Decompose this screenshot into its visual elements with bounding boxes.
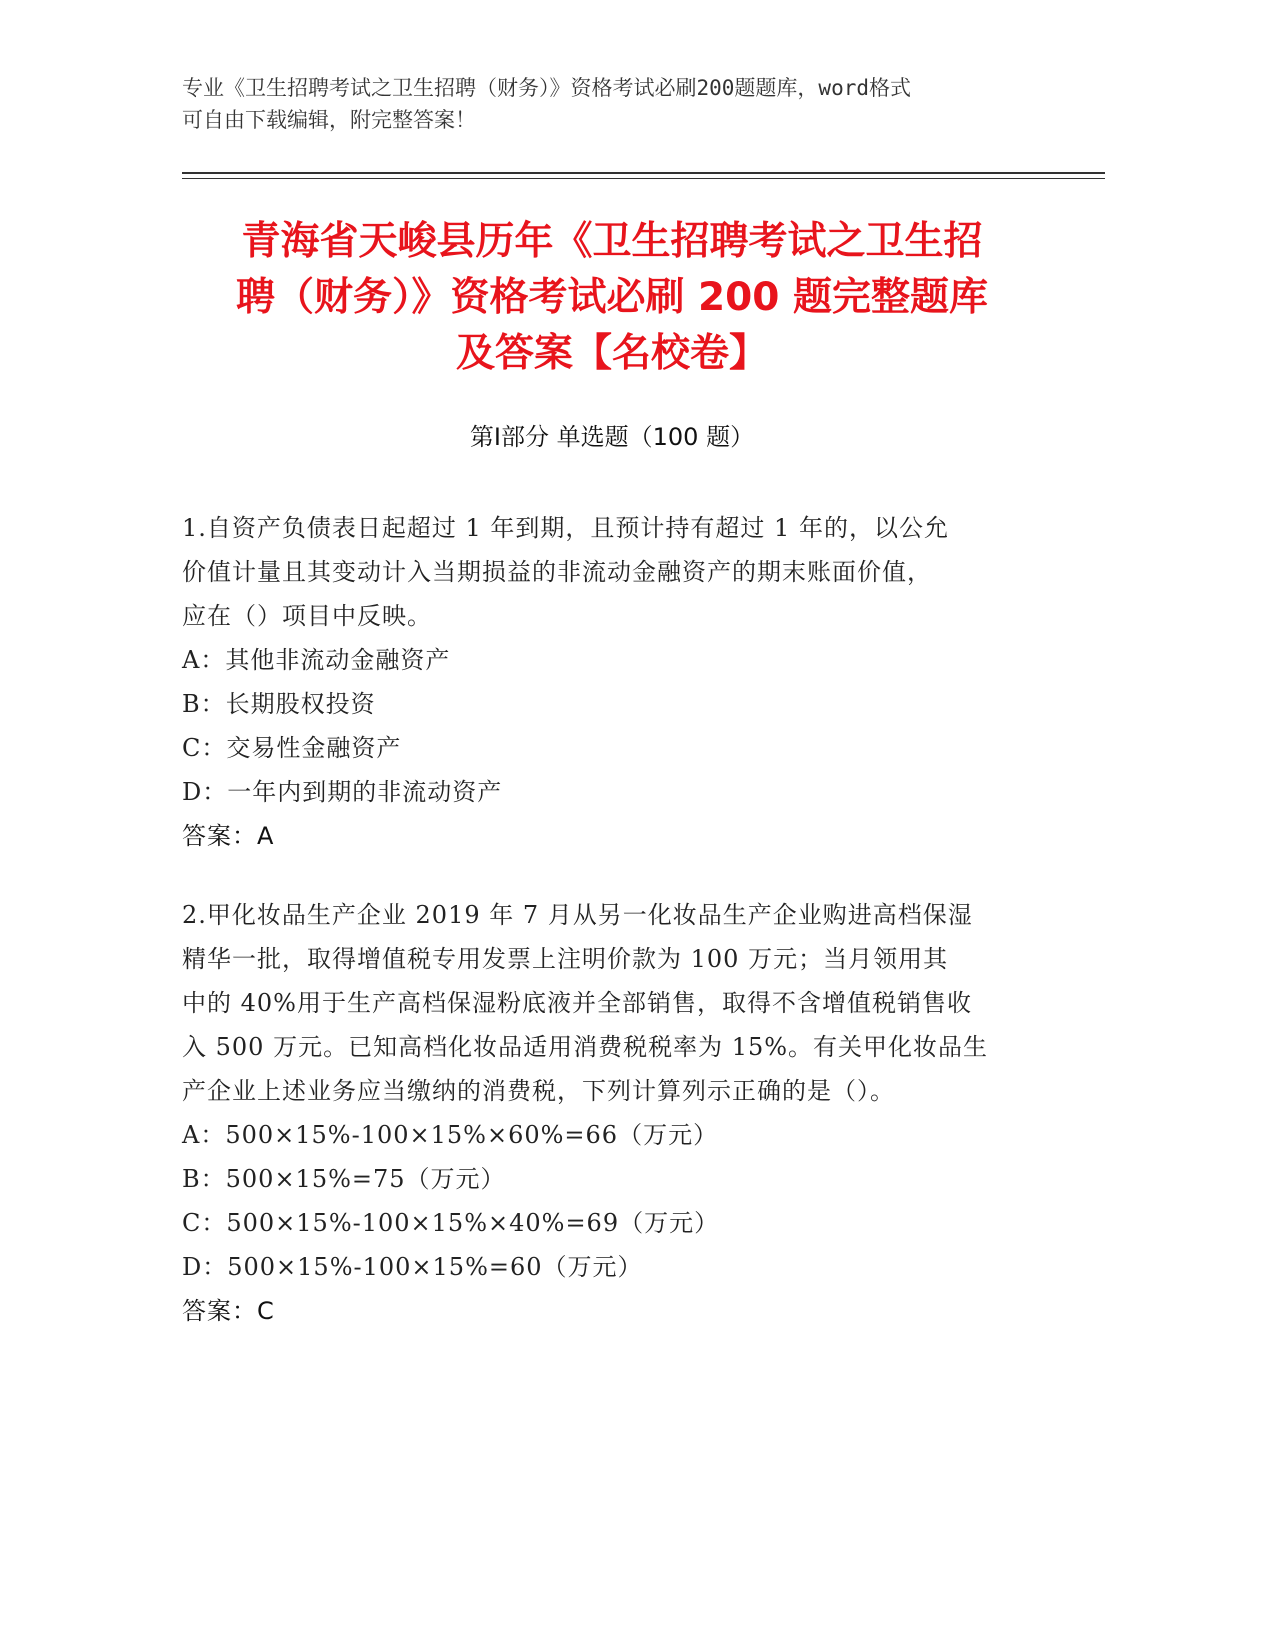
question-2: [182, 893, 1042, 1333]
document-title: [182, 214, 1042, 382]
question-stem-line: 1.自资产负债表日起超过 1 年到期，且预计持有超过 1 年的，以公允: [182, 514, 949, 542]
question-1: [182, 506, 1042, 858]
intro-text: [182, 72, 1042, 136]
option-c: C：500×15%-100×15%×40%=69（万元）: [182, 1209, 720, 1237]
header-divider-thick: [182, 172, 1105, 174]
option-d: D：500×15%-100×15%=60（万元）: [182, 1253, 643, 1281]
title-line-2: 聘（财务）》资格考试必刷 200 题完整题库: [235, 275, 989, 320]
title-line-1: 青海省天峻县历年《卫生招聘考试之卫生招: [241, 219, 983, 264]
intro-line-2: 可自由下载编辑，附完整答案！: [182, 108, 476, 132]
question-stem-line: 中的 40%用于生产高档保湿粉底液并全部销售，取得不含增值税销售收: [182, 989, 972, 1017]
question-stem-line: 2.甲化妆品生产企业 2019 年 7 月从另一化妆品生产企业购进高档保湿: [182, 901, 973, 929]
section-title: 第Ⅰ部分 单选题（100 题）: [469, 423, 755, 451]
option-c: C：交易性金融资产: [182, 734, 402, 762]
answer-text: 答案：C: [182, 1297, 275, 1325]
option-a: A：500×15%-100×15%×60%=66（万元）: [182, 1121, 719, 1149]
option-b: B：长期股权投资: [182, 690, 376, 718]
question-stem-line: 产企业上述业务应当缴纳的消费税，下列计算列示正确的是（）。: [182, 1077, 895, 1105]
option-b: B：500×15%=75（万元）: [182, 1165, 506, 1193]
title-line-3: 及答案【名校卷】: [455, 331, 768, 376]
header-divider-thin: [182, 178, 1105, 179]
question-stem-line: 精华一批，取得增值税专用发票上注明价款为 100 万元；当月领用其: [182, 945, 949, 973]
option-a: A：其他非流动金融资产: [182, 646, 451, 674]
answer-text: 答案：A: [182, 822, 275, 850]
option-d: D：一年内到期的非流动资产: [182, 778, 503, 806]
intro-line-1: 专业《卫生招聘考试之卫生招聘（财务）》资格考试必刷200题题库，word格式: [182, 76, 911, 100]
question-stem-line: 入 500 万元。已知高档化妆品适用消费税税率为 15%。有关甲化妆品生: [182, 1033, 989, 1061]
question-stem-line: 价值计量且其变动计入当期损益的非流动金融资产的期末账面价值，: [182, 558, 932, 586]
question-stem-line: 应在（）项目中反映。: [182, 602, 432, 630]
